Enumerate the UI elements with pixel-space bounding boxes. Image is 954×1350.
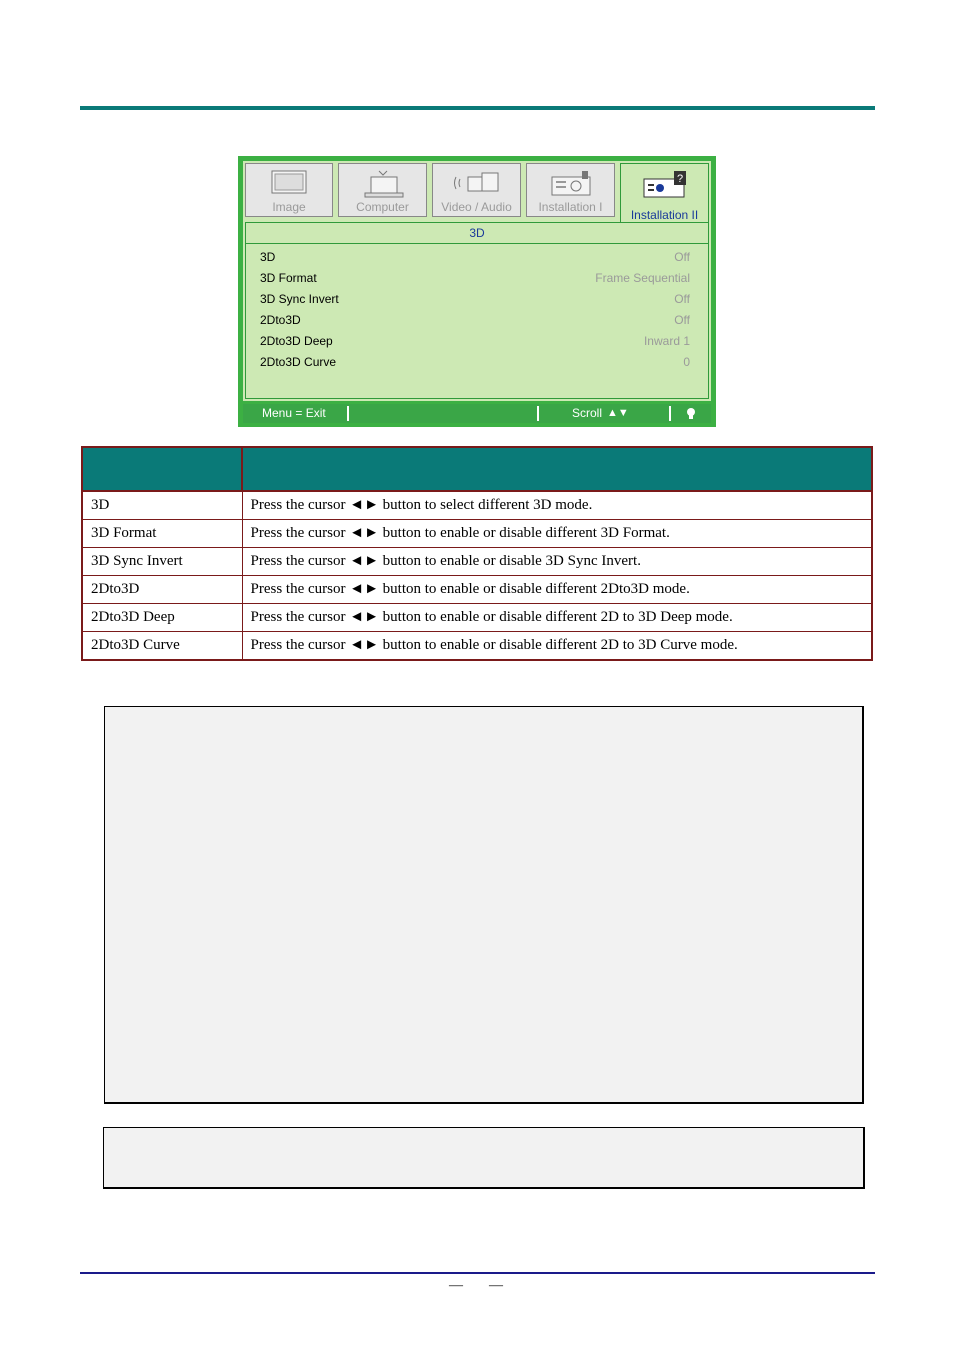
- menu-exit-hint: Menu = Exit: [262, 406, 326, 420]
- installation-icon: [546, 169, 596, 202]
- page-dash-left: —: [449, 1278, 463, 1293]
- osd-settings-list: [245, 244, 709, 399]
- submenu-title: 3D: [245, 222, 709, 244]
- osd-row-2dto3d-deep[interactable]: [260, 331, 690, 351]
- settings-description-table: [81, 446, 873, 661]
- setting-label: 3D Format: [260, 271, 317, 285]
- setting-value: Frame Sequential: [595, 271, 690, 285]
- tab-label: Installation I: [538, 200, 603, 214]
- table-cell-item: 3D: [82, 491, 242, 520]
- table-cell-item: 3D Format: [82, 520, 242, 548]
- osd-row-3d-format[interactable]: [260, 268, 690, 288]
- table-cell-item: 2Dto3D Deep: [82, 604, 242, 632]
- setting-label: 2Dto3D Deep: [260, 334, 333, 348]
- svg-text:?: ?: [676, 173, 683, 185]
- table-header-row: [82, 447, 872, 491]
- table-cell-description: Press the cursor ◄► button to select different 3D mode.: [242, 491, 872, 520]
- table-header-item: [82, 447, 242, 491]
- table-cell-item: 2Dto3D: [82, 576, 242, 604]
- tab-installation-i[interactable]: [526, 163, 615, 217]
- osd-panel: [243, 161, 711, 401]
- table-row: [82, 576, 872, 604]
- tab-label: Installation II: [630, 208, 699, 222]
- installation-ii-icon: [640, 169, 690, 204]
- table-row: [82, 520, 872, 548]
- tab-computer[interactable]: [338, 163, 427, 217]
- setting-label: 3D Sync Invert: [260, 292, 339, 306]
- footer-divider: [669, 406, 671, 421]
- table-row: [82, 491, 872, 520]
- setting-value: 0: [683, 355, 690, 369]
- setting-value: Off: [674, 250, 690, 264]
- setting-value: Off: [674, 313, 690, 327]
- table-row: [82, 632, 872, 661]
- osd-row-2dto3d-curve[interactable]: [260, 352, 690, 372]
- scroll-arrows-icon: ▲▼: [607, 407, 629, 419]
- osd-row-3d[interactable]: [260, 247, 690, 267]
- header-rule: [80, 106, 875, 110]
- table-cell-description: Press the cursor ◄► button to enable or disable different 3D Format.: [242, 520, 872, 548]
- image-icon: [269, 169, 309, 200]
- table-cell-description: Press the cursor ◄► button to enable or disable 3D Sync Invert.: [242, 548, 872, 576]
- tab-label: Computer: [356, 200, 409, 214]
- tab-label: Image: [272, 200, 306, 214]
- osd-row-3d-sync-invert[interactable]: [260, 289, 690, 309]
- osd-footer: [243, 404, 711, 423]
- table-cell-item: 2Dto3D Curve: [82, 632, 242, 661]
- setting-value: Inward 1: [643, 334, 690, 348]
- video-audio-icon: [452, 169, 502, 202]
- setting-label: 2Dto3D Curve: [260, 355, 337, 369]
- osd-row-2dto3d[interactable]: [260, 310, 690, 330]
- scroll-hint: Scroll: [572, 406, 603, 420]
- osd-menu: [238, 156, 716, 427]
- footer-rule: [80, 1272, 875, 1274]
- footer-divider: [347, 406, 349, 421]
- table-cell-description: Press the cursor ◄► button to enable or disable different 2D to 3D Deep mode.: [242, 604, 872, 632]
- info-bulb-icon: [686, 404, 696, 427]
- note-box-small: [103, 1127, 865, 1189]
- table-header-description: [242, 447, 872, 491]
- computer-icon: [361, 169, 405, 202]
- table-cell-item: 3D Sync Invert: [82, 548, 242, 576]
- tab-image[interactable]: [245, 163, 333, 217]
- setting-label: 2Dto3D: [260, 313, 301, 327]
- table-row: [82, 604, 872, 632]
- note-box: [104, 706, 864, 1104]
- tab-label: Video / Audio: [441, 200, 512, 214]
- tab-video-audio[interactable]: [432, 163, 521, 217]
- setting-value: Off: [674, 292, 690, 306]
- setting-label: 3D: [260, 250, 276, 264]
- table-cell-description: Press the cursor ◄► button to enable or disable different 2Dto3D mode.: [242, 576, 872, 604]
- table-row: [82, 548, 872, 576]
- page-dash-right: —: [489, 1278, 503, 1293]
- table-cell-description: Press the cursor ◄► button to enable or disable different 2D to 3D Curve mode.: [242, 632, 872, 661]
- footer-divider: [537, 406, 539, 421]
